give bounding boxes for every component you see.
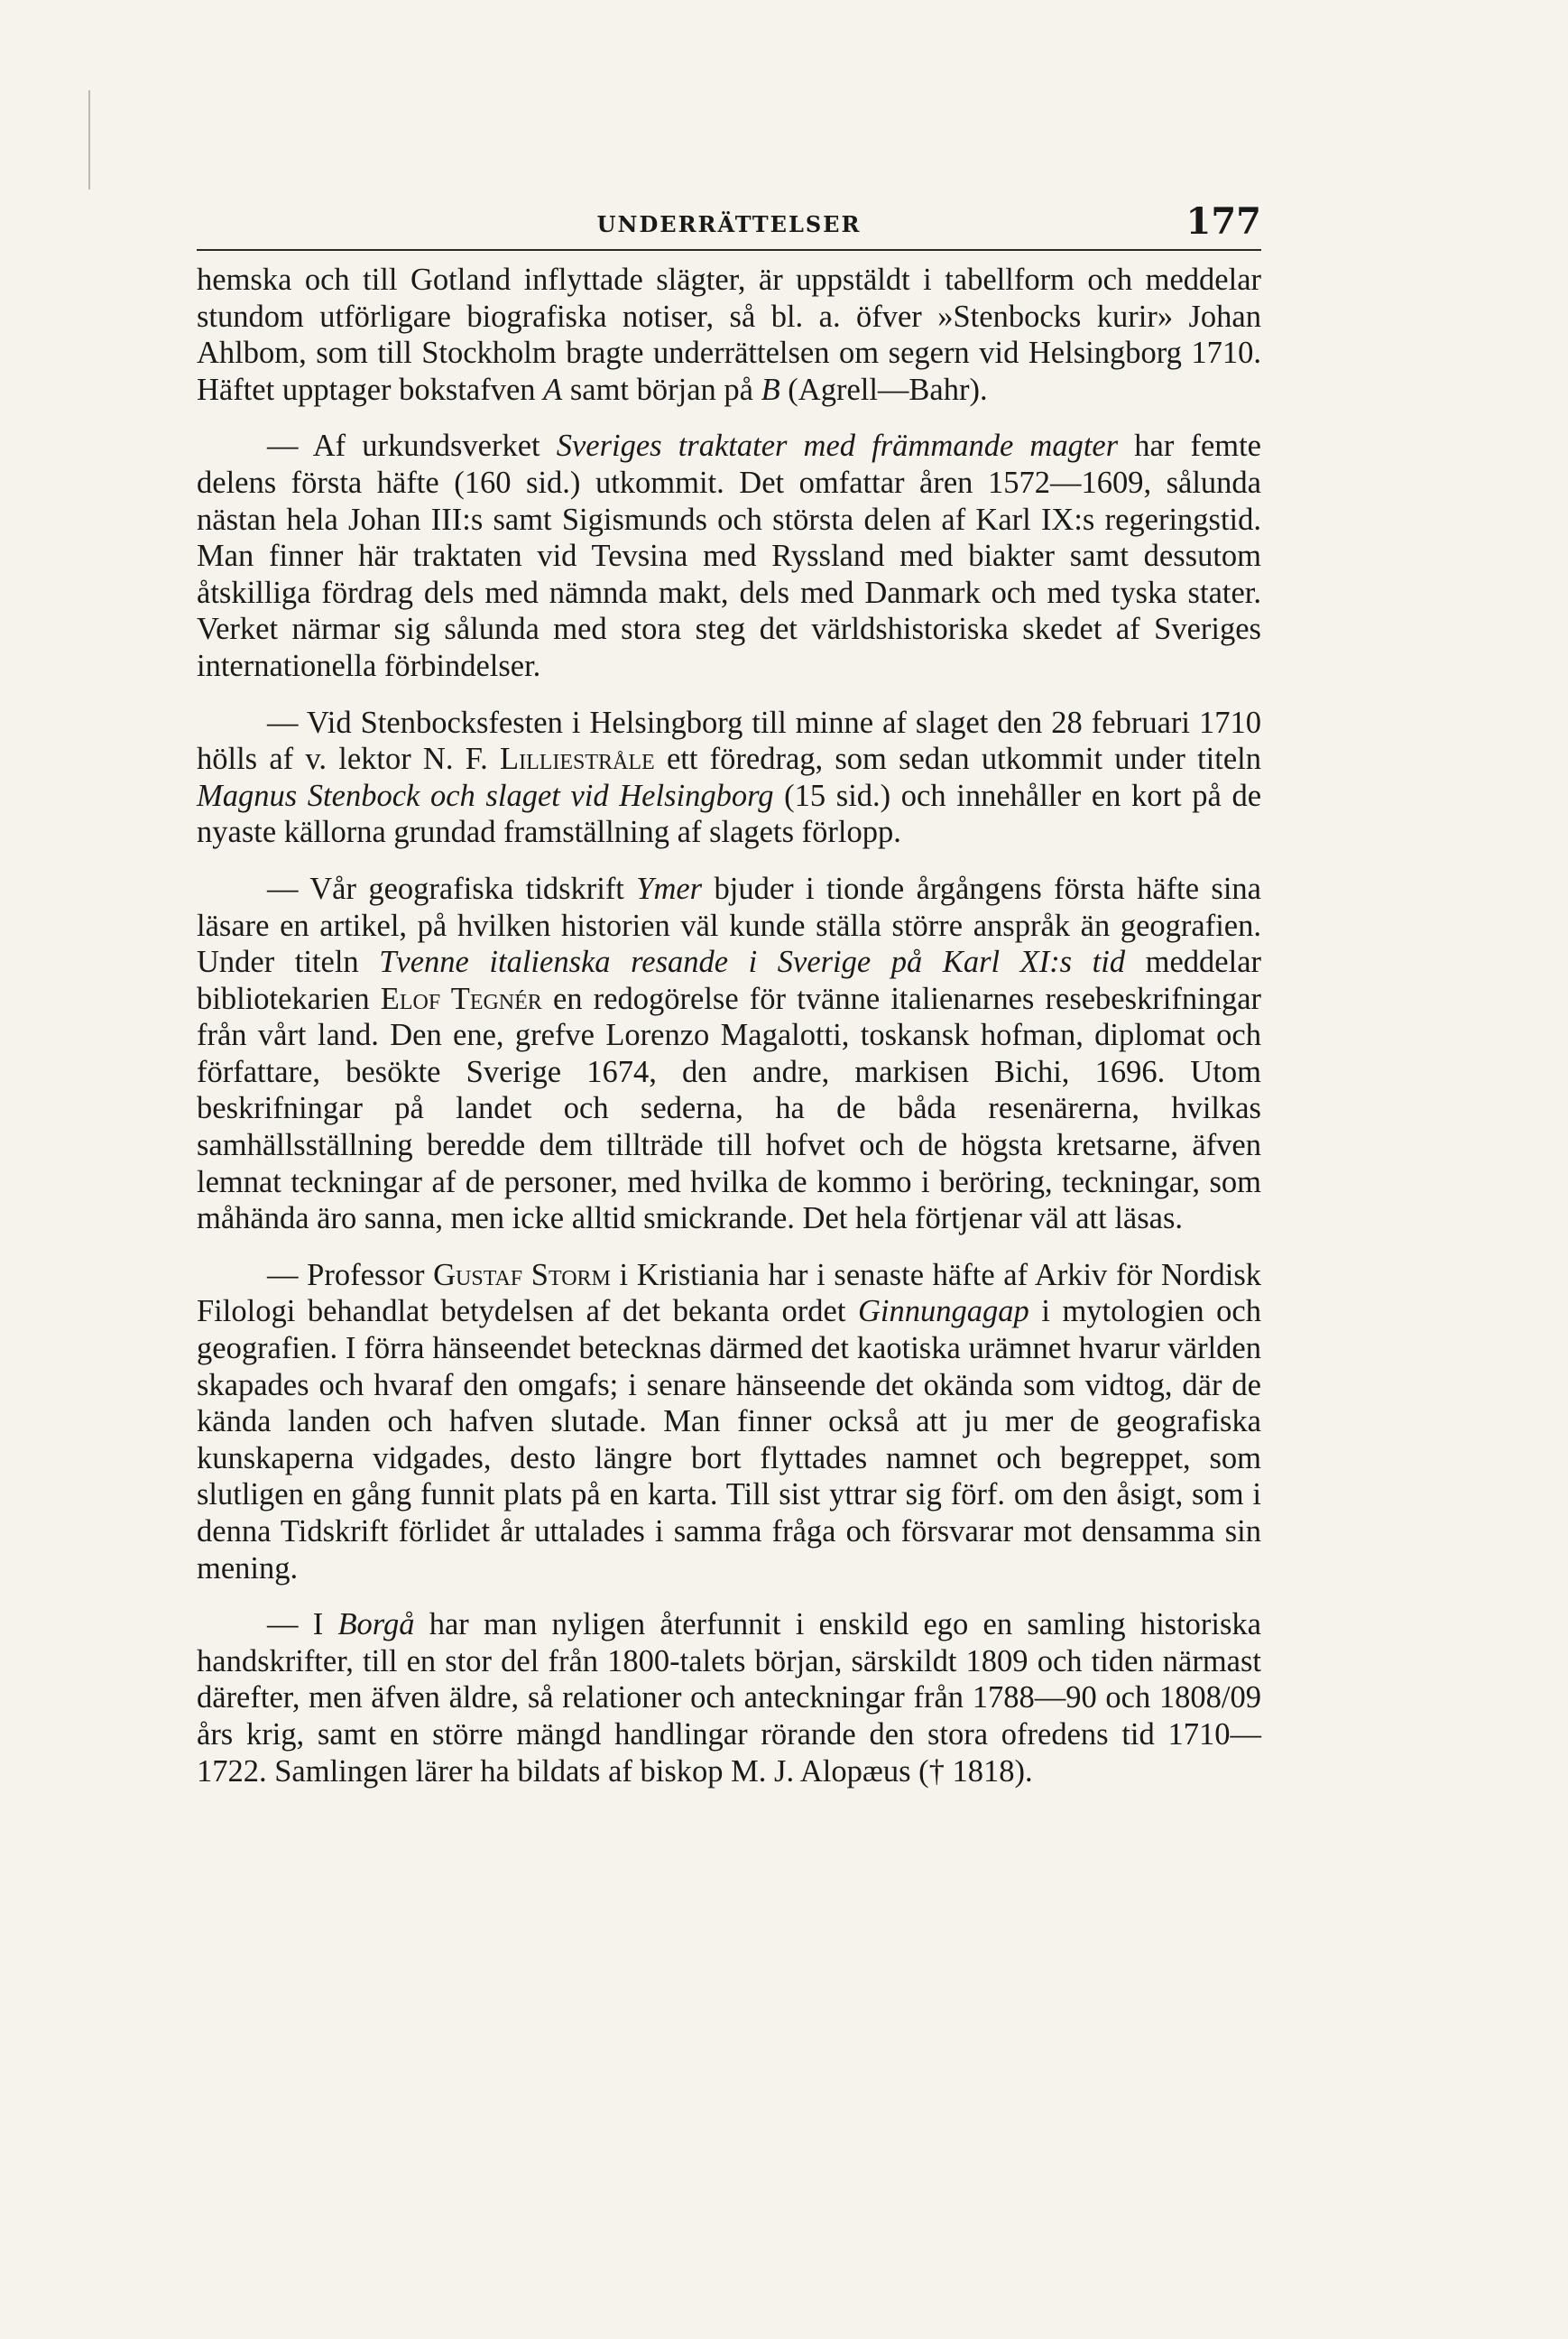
small-caps-name: Gustaf Storm bbox=[433, 1257, 611, 1292]
italic-text: Ginnungagap bbox=[858, 1294, 1029, 1329]
italic-text: Magnus Stenbock och slaget vid Helsingborg bbox=[197, 778, 774, 813]
italic-text: Ymer bbox=[636, 871, 703, 906]
text-run: bjuder i tionde årgångens första häfte sina läsare en artikel, på hvilken historien väl kunde ställa större anspråk än geografien. Under titeln bbox=[197, 871, 1261, 980]
body-text bbox=[197, 262, 1261, 1809]
italic-text: B bbox=[761, 372, 780, 407]
text-run: — Af urkundsverket bbox=[267, 429, 557, 464]
scan-edge-mark bbox=[88, 90, 90, 190]
text-run: (Agrell—Bahr). bbox=[779, 372, 988, 407]
text-run: — I bbox=[267, 1607, 338, 1642]
small-caps-name: Elof Tegnér bbox=[380, 981, 542, 1016]
italic-text: Sveriges traktater med främmande magter bbox=[556, 429, 1119, 464]
paragraph bbox=[197, 1257, 1261, 1586]
text-run: en redogörelse för tvänne italienarnes resebeskrifningar från vårt land. Den ene, grefve Lorenzo Magalotti, toskansk hofman, diplomat och författare, besökte Sverige 1674, den andre, markisen Bichi, 1696. Utom beskrifningar på landet och sederna, ha de båda resenärerna, hvilkas samhällsställning beredde dem tillträde till hofvet och de högsta kretsarne, äfven lemnat teckningar af de personer, med hvilka de kommo i beröring, teckningar, som måhända äro sanna, men icke alltid smickrande. Det hela förtjenar väl att läsas. bbox=[197, 981, 1261, 1236]
paragraph bbox=[197, 705, 1261, 851]
text-run: har man nyligen återfunnit i enskild ego en samling historiska handskrifter, till en stor del från 1800-talets början, särskildt 1809 och tiden närmast därefter, men äfven äldre, så relationer och anteckningar från 1788—90 och 1808/09 års krig, samt en större mängd handlingar rörande den stora ofredens tid 1710—1722. Samlingen lärer ha bildats af biskop M. J. Alopæus († 1818). bbox=[197, 1607, 1261, 1789]
text-run: — Professor bbox=[267, 1257, 434, 1292]
text-run: samt början på bbox=[562, 372, 761, 407]
text-run: ett föredrag, som sedan utkommit under titeln bbox=[654, 742, 1261, 777]
italic-text: Tvenne italienska resande i Sverige på Karl XI:s tid bbox=[379, 945, 1126, 980]
small-caps-name: Lilliestråle bbox=[500, 742, 655, 777]
paragraph bbox=[197, 262, 1261, 408]
paragraph bbox=[197, 871, 1261, 1237]
page-number: 177 bbox=[1185, 200, 1261, 243]
text-run: har femte delens första häfte (160 sid.) utkommit. Det omfattar åren 1572—1609, sålunda nästan hela Johan III:s samt Sigismunds och största delen af Karl IX:s regeringstid. Man finner här traktaten vid Tevsina med Ryssland med biakter samt dessutom åtskilliga fördrag dels med nämnda makt, dels med Danmark och med tyska stater. Verket närmar sig sålunda med stora steg det världshistoriska skedet af Sveriges internationella förbindelser. bbox=[197, 429, 1261, 683]
text-run: i mytologien och geografien. I förra hänseendet betecknas därmed det kaotiska urämnet hvarur världen skapades och hvaraf den omgafs; i senare hänseende det okända som vidtog, där de kända landen och hafven slutade. Man finner också att ju mer de geografiska kunskaperna vidgades, desto längre bort flyttades namnet och begreppet, som slutligen en gång funnit plats på en karta. Till sist yttrar sig förf. om den åsigt, som i denna Tidskrift förlidet år uttalades i samma fråga och försvarar mot densamma sin mening. bbox=[197, 1294, 1261, 1586]
paragraph bbox=[197, 428, 1261, 684]
text-run: i Kristiania har i senaste häfte af Arkiv för Nordisk Filologi behandlat betydelsen af det bekanta ordet bbox=[197, 1257, 1262, 1329]
text-run: hemska och till Gotland inflyttade slägter, är uppstäldt i tabellform och meddelar stundom utförligare biografiska notiser, så bl. a. öfver »Stenbocks kurir» Johan Ahlbom, som till Stockholm bragte underrättelsen om segern vid Helsingborg 1710. Häftet upptager bokstafven bbox=[197, 263, 1261, 407]
text-run: — Vår geografiska tidskrift bbox=[267, 871, 637, 906]
running-head: UNDERRÄTTELSER bbox=[596, 211, 862, 237]
page-header bbox=[197, 195, 1261, 251]
paragraph bbox=[197, 1606, 1261, 1789]
text-run: — Vid Stenbocksfesten i Helsingborg till minne af slaget den 28 februari 1710 hölls af v. lektor N. F. bbox=[197, 705, 1261, 777]
text-run: (15 sid.) och innehåller en kort på de nyaste källorna grundad framställning af slagets förlopp. bbox=[197, 778, 1262, 850]
italic-text: A bbox=[543, 372, 563, 407]
text-run: meddelar bibliotekarien bbox=[197, 945, 1261, 1016]
italic-text: Borgå bbox=[337, 1607, 415, 1642]
